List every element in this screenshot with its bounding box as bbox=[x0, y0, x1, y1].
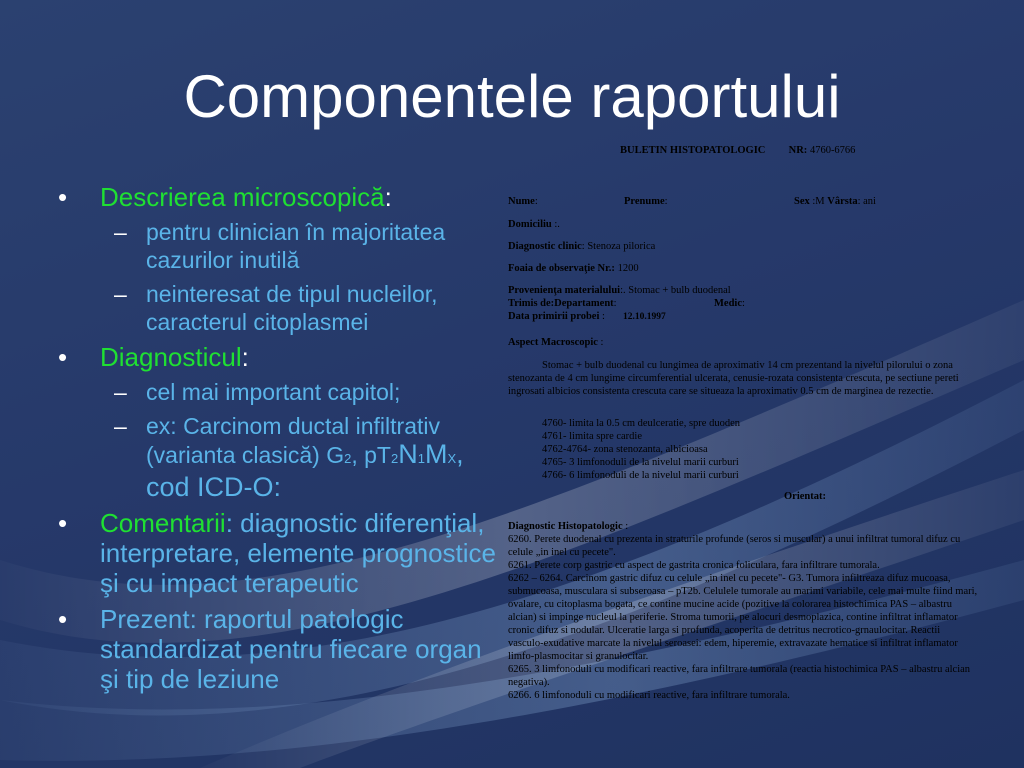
m-subscript: X bbox=[447, 451, 457, 466]
diag-histo-row bbox=[508, 520, 628, 533]
foaia-row bbox=[508, 262, 639, 275]
bullet-list bbox=[58, 182, 498, 700]
n-subscript: 1 bbox=[417, 451, 425, 466]
bullet-prezent bbox=[58, 604, 498, 694]
aspect-macro-label: Aspect Macroscopic bbox=[508, 337, 598, 348]
trimis-row bbox=[508, 297, 617, 310]
macro-item: 4765- 3 limfonoduli de la nivelul marii curburi bbox=[542, 457, 739, 468]
subbullet-nuclei bbox=[58, 280, 498, 336]
diag-clinic-value: : Stenoza pilorica bbox=[581, 241, 656, 252]
macro-items bbox=[508, 417, 1012, 482]
subbullet-clinician-text: pentru clinician în majoritatea cazurilor inutilă bbox=[146, 219, 446, 273]
report-header bbox=[620, 144, 855, 157]
comma: , bbox=[351, 442, 365, 468]
medic-value: : bbox=[742, 298, 745, 309]
diag-histo-colon: : bbox=[622, 521, 629, 532]
nume-colon: : bbox=[534, 196, 538, 207]
macro-item: 4762-4764- zona stenozanta, albicioasa bbox=[542, 444, 708, 455]
varsta-label: Vârsta bbox=[827, 196, 858, 207]
subbullet-example bbox=[58, 412, 498, 502]
aspect-macro-row bbox=[508, 336, 603, 349]
dash-marker: – bbox=[114, 379, 127, 405]
subbullet-important bbox=[58, 378, 498, 406]
grade-subscript: 2 bbox=[344, 451, 352, 466]
data-primirii-sep: : bbox=[599, 311, 605, 322]
varsta-value: : ani bbox=[857, 196, 876, 207]
foaia-label: Foaia de observaţie Nr.: bbox=[508, 263, 615, 274]
bullet-descriere-colon: : bbox=[384, 182, 392, 212]
subbullet-important-text: cel mai important capitol; bbox=[146, 379, 401, 405]
bullet-dot: • bbox=[58, 342, 68, 372]
bullet-diagnostic-label: Diagnosticul bbox=[100, 342, 242, 372]
medic-label: Medic bbox=[714, 298, 742, 309]
pt-label: pT bbox=[364, 442, 391, 468]
aspect-macro-colon: : bbox=[597, 337, 604, 348]
icd-label: , cod ICD-O: bbox=[146, 439, 464, 502]
subbullet-clinician bbox=[58, 218, 498, 274]
bullet-comentarii-text: : diagnostic diferenţial, interpretare, elemente prognostice şi cu impact terapeutic bbox=[100, 508, 497, 598]
provenienta-label: Provenienţa materialului bbox=[508, 285, 621, 296]
macro-item: 4760- limita la 0.5 cm deulceratie, spre duoden bbox=[542, 418, 740, 429]
foaia-value: 1200 bbox=[614, 263, 639, 274]
bullet-descriere bbox=[58, 182, 498, 212]
domiciliu-label: Domiciliu bbox=[508, 219, 552, 230]
dash-marker: – bbox=[114, 219, 127, 245]
macro-item: 4761- limita spre cardie bbox=[542, 431, 643, 442]
data-primirii-label: Data primirii probei bbox=[508, 311, 600, 322]
macro-description: Stomac + bulb duodenal cu lungimea de aproximativ 14 cm prezentand la nivelul pilorului o zona stenozanta de 4 cm lungime circumferential ulcerata, cenusie-rozata consistenta crescuta, pe sectiune pereti ingrosati albicios consistenta crescuta care se situeaza la aproximativ 0.5 cm de marginea de rezectie. bbox=[508, 360, 959, 397]
subbullet-example-text: ex: Carcinom ductal infiltrativ (varianta clasică) G bbox=[146, 413, 440, 468]
dash-marker: – bbox=[114, 281, 127, 307]
bullet-dot: • bbox=[58, 508, 68, 538]
bullet-descriere-label: Descrierea microscopică bbox=[100, 182, 385, 212]
dash-marker: – bbox=[114, 413, 127, 439]
nume-label: Nume bbox=[508, 196, 535, 207]
domiciliu-row bbox=[508, 218, 560, 231]
prenume-row bbox=[624, 195, 668, 208]
n-label: N bbox=[398, 439, 418, 469]
provenienta-row bbox=[508, 284, 731, 297]
sex-age-row bbox=[794, 195, 876, 208]
trimis-label: Trimis de:Departament bbox=[508, 298, 614, 309]
slide-title: Componentele raportului bbox=[183, 63, 841, 130]
subbullet-nuclei-text: neinteresat de tipul nucleilor, caracterul citoplasmei bbox=[146, 281, 438, 335]
provenienta-value: :. Stomac + bulb duodenal bbox=[620, 285, 731, 296]
orientat-label: Orientat: bbox=[784, 491, 826, 502]
diag-clinic-row bbox=[508, 240, 655, 253]
bullet-diagnostic bbox=[58, 342, 498, 372]
prenume-label: Prenume bbox=[624, 196, 665, 207]
bullet-comentarii bbox=[58, 508, 498, 598]
medic-row bbox=[714, 297, 745, 310]
bullet-diagnostic-colon: : bbox=[241, 342, 249, 372]
report-nr-value: 4760-6766 bbox=[807, 145, 856, 156]
report-header-title: BULETIN HISTOPATOLOGIC bbox=[620, 145, 766, 156]
m-label: M bbox=[424, 439, 448, 469]
bullet-prezent-text: Prezent: raportul patologic standardizat pentru fiecare organ şi tip de leziune bbox=[100, 604, 482, 694]
sex-label: Sex bbox=[794, 196, 810, 207]
bullet-dot: • bbox=[58, 604, 68, 634]
t-subscript: 2 bbox=[390, 451, 399, 466]
report-nr-label: NR: bbox=[788, 145, 808, 156]
data-primirii-row bbox=[508, 310, 666, 324]
diag-clinic-label: Diagnostic clinic bbox=[508, 241, 582, 252]
sex-value: :M bbox=[809, 196, 828, 207]
bullet-dot: • bbox=[58, 182, 68, 212]
diag-histo-label: Diagnostic Histopatologic bbox=[508, 521, 623, 532]
trimis-value: : bbox=[613, 298, 617, 309]
bullet-comentarii-label: Comentarii bbox=[100, 508, 226, 538]
patient-name-row bbox=[508, 195, 538, 208]
orientat-row bbox=[784, 490, 826, 503]
data-primirii-value: 12.10.1997 bbox=[622, 312, 666, 322]
macro-item: 4766- 6 limfonoduli de la nivelul marii curburi bbox=[542, 470, 739, 481]
prenume-colon: : bbox=[664, 196, 668, 207]
diag-histo-text: 6260. Perete duodenal cu prezenta in straturile profunde (seros si muscular) a unui infiltrat tumoral difuz cu celule „in inel cu pecete". 6261. Perete corp gastric cu aspect de gastrita cronica foliculara, fara infiltrare tumorala. 6262 – 6264. Carcinom gastric difuz cu celule „in inel cu pecete"- G3. Tumora infiltreaza difuz mucoasa, submucoasa, musculara si subseroasa – pT2b. Celulele tumorale au marimi variabile, cele mai multe fiind mari, ovalare, cu citoplasma bogata, ce contine mucine acide (pozitive la colorarea histochimica PAS – albastru alcian) si impinge nucleul la periferie. Stroma tumorii, pe alocuri desmoplazica, contine infiltrat inflamator cronic difuz si nodular. Ulceratie larga si profunda, acoperita de detritus necrotico-grnaulocitar. Reactii vasculo-exudative marcate la nivelul seroasei: edem, hiperemie, extravazate hematice si infiltrat inflamator limfo-plasmocitar si granulocitar. 6265. 3 limfonoduli cu modificari reactive, fara infiltrare tumorala (reactia histochimica PAS – albastru alcian negativa). 6266. 6 limfonoduli cu modificari reactive, fara infiltrare tumorala. bbox=[508, 534, 978, 701]
domiciliu-value: :. bbox=[551, 219, 560, 230]
